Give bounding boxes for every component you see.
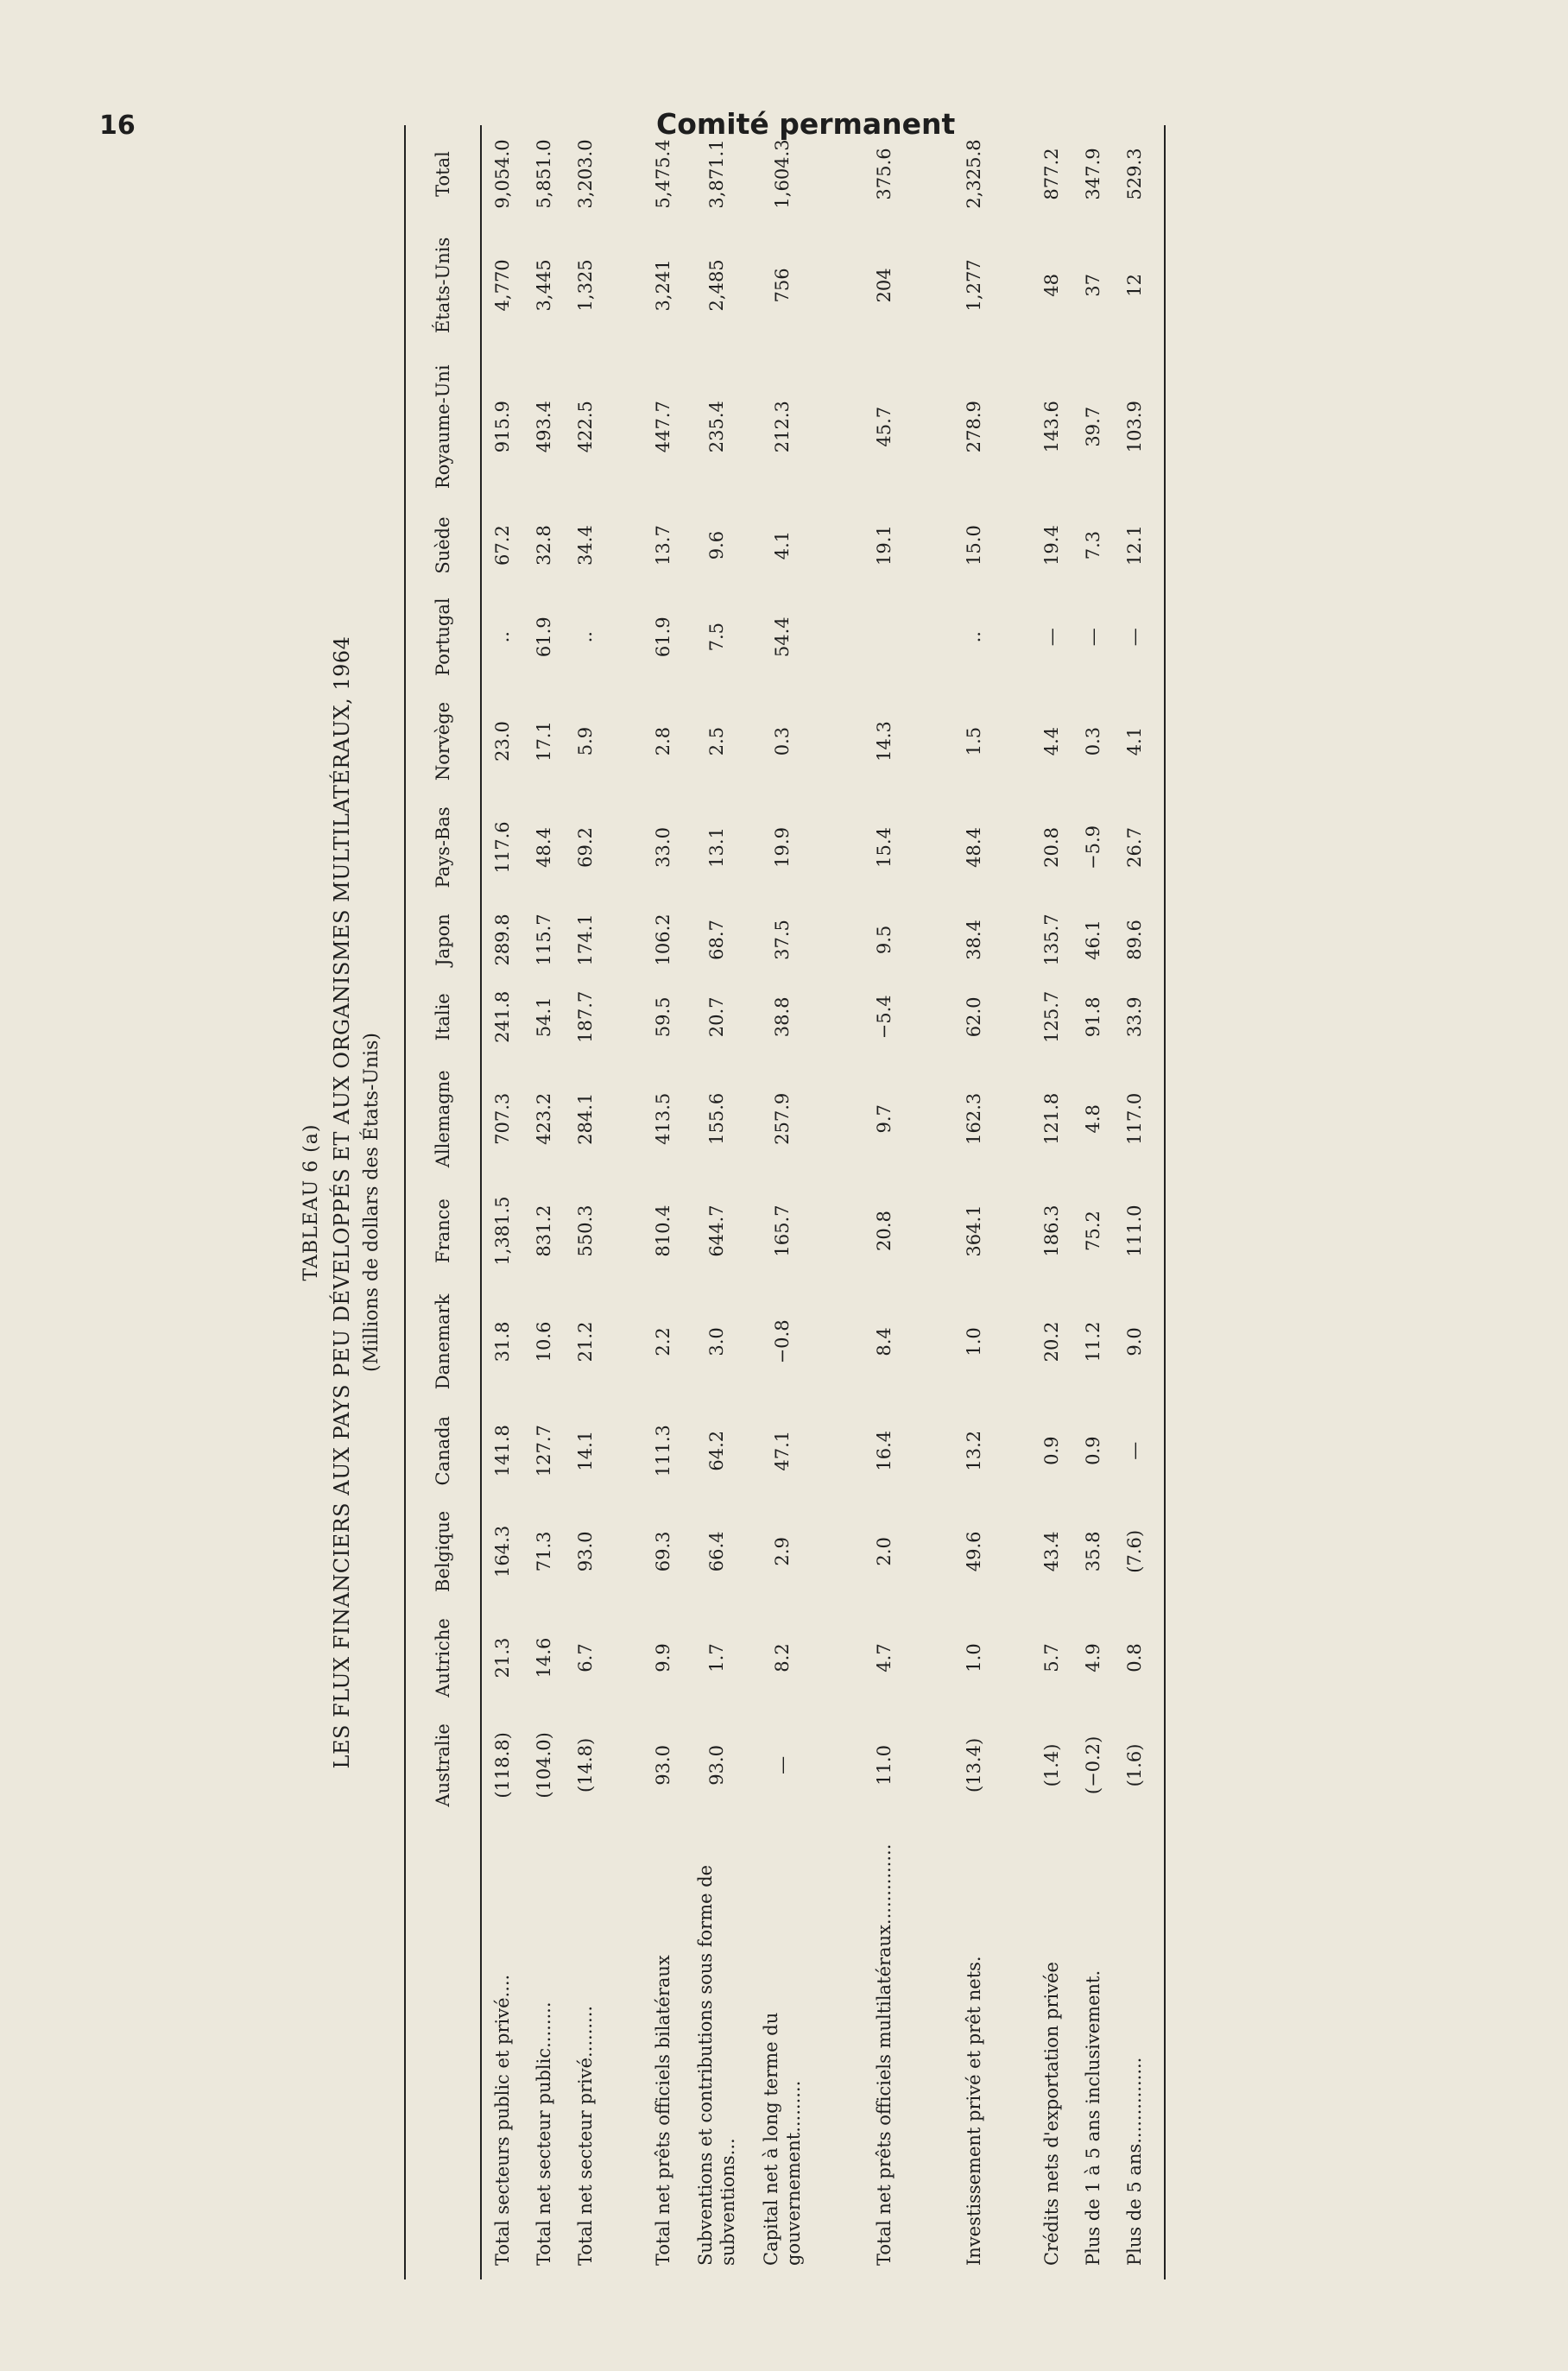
table-cell: 12.1 — [1114, 506, 1165, 585]
table-cell: 0.8 — [1114, 1605, 1165, 1710]
table-cell: 67.2 — [492, 525, 513, 566]
table-cell: — — [1114, 1404, 1165, 1498]
table-cell: 4.1 — [1114, 689, 1165, 793]
table-cell: 23.0 — [492, 721, 513, 762]
table-cell: 2,485 — [706, 259, 727, 312]
table-cell: .. — [575, 631, 596, 643]
table-cell: 186.3 — [1041, 1204, 1062, 1257]
table-cell: 32.8 — [534, 525, 554, 566]
column-header-suede: Suède — [405, 506, 481, 585]
table-cell: 155.6 — [706, 1092, 727, 1145]
table-cell: 9.5 — [874, 925, 895, 955]
table-cell: 20.2 — [1041, 1321, 1062, 1363]
table-cell: — — [1041, 628, 1062, 647]
row-label: Total net secteur privé......... — [575, 2005, 596, 2266]
table-cell: 15.4 — [874, 827, 895, 868]
table-cell: 117.6 — [492, 821, 513, 874]
table-cell: 62.0 — [964, 996, 984, 1038]
financial-flows-table — [404, 125, 1166, 2279]
column-header-france: France — [405, 1182, 481, 1280]
table-cell: 3.0 — [706, 1327, 727, 1356]
table-cell: 34.4 — [575, 525, 596, 566]
row-label: Subventions et contributions sous forme de subventions... — [695, 1864, 738, 2266]
row-label: Crédits nets d'exportation privée — [1041, 1962, 1062, 2266]
table-cell: — — [1114, 585, 1165, 688]
table-cell: 7.5 — [706, 623, 727, 652]
table-cell: 45.7 — [874, 406, 895, 447]
table-cell: 5.9 — [575, 726, 596, 756]
table-cell: 93.0 — [653, 1745, 673, 1786]
table-cell: 68.7 — [706, 920, 727, 960]
page-number: 16 — [99, 111, 136, 141]
table-number: TABLEAU 6 (a) — [300, 1123, 322, 1281]
table-cell: 69.3 — [653, 1531, 673, 1572]
table-cell: 212.3 — [772, 401, 793, 453]
table-cell: −0.8 — [772, 1319, 793, 1364]
table-cell: 125.7 — [1041, 990, 1062, 1043]
table-cell: 14.1 — [575, 1430, 596, 1471]
table-cell: 13.7 — [653, 525, 673, 566]
table-cell: 69.2 — [575, 827, 596, 868]
table-cell: 8.4 — [874, 1327, 895, 1356]
table-cell: 93.0 — [575, 1531, 596, 1572]
table-cell: 111.0 — [1114, 1182, 1165, 1280]
table-cell: 38.4 — [964, 920, 984, 960]
table-cell: 4.8 — [1083, 1104, 1103, 1134]
table-cell: 413.5 — [653, 1092, 673, 1145]
column-header-autriche: Autriche — [405, 1605, 481, 1710]
table-cell: 2.9 — [772, 1537, 793, 1566]
table-cell: 49.6 — [964, 1531, 984, 1572]
table-cell: 9.6 — [706, 530, 727, 560]
table-cell: 5,475.4 — [653, 139, 673, 209]
table-cell: 174.1 — [575, 914, 596, 966]
table-cell: 2.0 — [874, 1537, 895, 1566]
row-label: Plus de 1 à 5 ans inclusivement. — [1083, 1970, 1103, 2266]
table-cell: 0.9 — [1083, 1436, 1103, 1465]
table-row — [481, 125, 523, 2279]
column-header-danemark: Danemark — [405, 1280, 481, 1404]
table-cell: 14.6 — [534, 1637, 554, 1679]
table-caption — [300, 125, 390, 2279]
table-cell: .. — [492, 631, 513, 643]
table-cell: 1,277 — [964, 259, 984, 312]
table-cell: 2.5 — [706, 726, 727, 756]
table-row — [1072, 125, 1114, 2279]
table-cell: 19.4 — [1041, 525, 1062, 566]
table-cell: 241.8 — [492, 990, 513, 1043]
table-cell: 39.7 — [1083, 406, 1103, 447]
table-cell: (1.4) — [1041, 1743, 1062, 1787]
table-cell: 61.9 — [534, 616, 554, 658]
table-header-row — [405, 125, 481, 2279]
table-cell: 284.1 — [575, 1092, 596, 1145]
table-cell: 54.4 — [772, 616, 793, 658]
table-cell: 1.0 — [964, 1327, 984, 1356]
table-cell: 20.8 — [1041, 827, 1062, 868]
table-cell: 6.7 — [575, 1643, 596, 1672]
table-cell: 3,241 — [653, 259, 673, 312]
row-label: Capital net à long terme du gouvernement......... — [761, 2012, 804, 2266]
table-cell: 31.8 — [492, 1321, 513, 1363]
table-cell: 115.7 — [534, 914, 554, 966]
rotated-table-block — [102, 125, 1328, 2279]
table-cell: 19.9 — [772, 827, 793, 868]
table-body — [481, 125, 1165, 2279]
table-cell: 37.5 — [772, 920, 793, 960]
table-cell: 43.4 — [1041, 1531, 1062, 1572]
table-cell: 2.2 — [653, 1327, 673, 1356]
table-cell: 447.7 — [653, 401, 673, 453]
table-cell: 8.2 — [772, 1643, 793, 1672]
table-row — [815, 125, 917, 2279]
table-subtitle: (Millions de dollars des États-Unis) — [361, 1033, 383, 1372]
table-cell: 0.3 — [1083, 726, 1103, 756]
table-row — [606, 125, 684, 2279]
table-cell: 235.4 — [706, 401, 727, 453]
table-cell: 4.4 — [1041, 726, 1062, 756]
table-cell: 135.7 — [1041, 914, 1062, 966]
table-cell: 141.8 — [492, 1425, 513, 1477]
column-header-allemagne: Allemagne — [405, 1056, 481, 1183]
column-header-pays-bas: Pays-Bas — [405, 793, 481, 901]
table-cell: 1.0 — [964, 1643, 984, 1672]
column-header-norvege: Norvège — [405, 689, 481, 793]
table-cell: 20.8 — [874, 1211, 895, 1251]
table-cell: (−0.2) — [1083, 1736, 1103, 1795]
table-cell: (1.6) — [1114, 1710, 1165, 1820]
table-cell: 278.9 — [964, 401, 984, 453]
table-cell: (118.8) — [492, 1732, 513, 1799]
table-cell: 13.1 — [706, 827, 727, 868]
row-label: Total net prêts officiels bilatéraux — [653, 1955, 673, 2266]
table-cell: 21.3 — [492, 1637, 513, 1679]
table-cell: 187.7 — [575, 990, 596, 1043]
table-cell: 21.2 — [575, 1321, 596, 1363]
table-cell: 644.7 — [706, 1204, 727, 1257]
table-row — [749, 125, 815, 2279]
table-cell: 111.3 — [653, 1425, 673, 1477]
table-cell: 364.1 — [964, 1204, 984, 1257]
table-cell: .. — [964, 631, 984, 643]
table-cell: 71.3 — [534, 1531, 554, 1572]
table-cell: 3,871.1 — [706, 139, 727, 209]
table-cell: 11.2 — [1083, 1321, 1103, 1363]
table-cell: 9.0 — [1114, 1280, 1165, 1404]
table-cell: (13.4) — [964, 1737, 984, 1792]
row-label: Total secteurs public et privé.... — [492, 1974, 513, 2266]
row-label: Total net prêts officiels multilatéraux.............. — [874, 1843, 895, 2266]
table-cell: 204 — [874, 268, 895, 303]
table-cell: 46.1 — [1083, 920, 1103, 960]
table-cell: 38.8 — [772, 996, 793, 1038]
table-cell: 4,770 — [492, 259, 513, 312]
table-cell: 1.5 — [964, 726, 984, 756]
table-cell: 16.4 — [874, 1430, 895, 1471]
table-cell: 3,203.0 — [575, 139, 596, 209]
table-cell: 91.8 — [1083, 996, 1103, 1038]
table-cell: 15.0 — [964, 525, 984, 566]
table-cell: 13.2 — [964, 1430, 984, 1471]
row-label: Plus de 5 ans............... — [1114, 1820, 1165, 2279]
table-cell — [815, 585, 917, 688]
table-cell: 11.0 — [874, 1745, 895, 1786]
column-header-portugal: Portugal — [405, 585, 481, 688]
table-cell: 915.9 — [492, 401, 513, 453]
table-cell: 59.5 — [653, 996, 673, 1038]
table-cell: 121.8 — [1041, 1092, 1062, 1145]
table-cell: 26.7 — [1114, 793, 1165, 901]
table-cell: 165.7 — [772, 1204, 793, 1257]
table-title: LES FLUX FINANCIERS AUX PAYS PEU DÉVELOPPÉS ET AUX ORGANISMES MULTILATÉRAUX, 1964 — [330, 635, 354, 1769]
table-row — [995, 125, 1072, 2279]
table-cell: 10.6 — [534, 1321, 554, 1363]
table-cell: 289.8 — [492, 914, 513, 966]
table-cell: 756 — [772, 268, 793, 303]
table-cell: −5.4 — [874, 995, 895, 1040]
table-cell: 423.2 — [534, 1092, 554, 1145]
table-cell: 4.9 — [1083, 1643, 1103, 1672]
table-cell: 20.7 — [706, 996, 727, 1038]
table-cell: 75.2 — [1083, 1211, 1103, 1251]
table-row — [684, 125, 749, 2279]
table-cell: 0.3 — [772, 726, 793, 756]
table-cell: 810.4 — [653, 1204, 673, 1257]
table-cell: 37 — [1083, 274, 1103, 297]
table-cell: 33.9 — [1114, 978, 1165, 1055]
table-cell: 14.3 — [874, 721, 895, 762]
table-cell: — — [1083, 628, 1103, 647]
table-cell: (104.0) — [534, 1732, 554, 1799]
table-cell: 17.1 — [534, 721, 554, 762]
table-cell: 48.4 — [964, 827, 984, 868]
table-cell: 1,325 — [575, 259, 596, 312]
table-cell: 877.2 — [1041, 148, 1062, 200]
column-header-etats-unis: États-Unis — [405, 223, 481, 348]
table-cell: 48 — [1041, 274, 1062, 297]
table-cell: 33.0 — [653, 827, 673, 868]
table-cell: 550.3 — [575, 1204, 596, 1257]
table-cell: 93.0 — [706, 1745, 727, 1786]
table-cell: 1,381.5 — [492, 1196, 513, 1266]
table-cell: 162.3 — [964, 1092, 984, 1145]
table-cell: 2,325.8 — [964, 139, 984, 209]
table-cell: 5,851.0 — [534, 139, 554, 209]
table-cell: 12 — [1114, 223, 1165, 348]
table-cell: 7.3 — [1083, 530, 1103, 560]
table-cell: 47.1 — [772, 1430, 793, 1471]
table-cell: 48.4 — [534, 827, 554, 868]
table-cell: (14.8) — [575, 1737, 596, 1792]
table-cell: 422.5 — [575, 401, 596, 453]
table-cell: 9.7 — [874, 1104, 895, 1134]
running-title: Comité permanent — [656, 107, 956, 141]
table-cell: 9.9 — [653, 1643, 673, 1672]
table-row — [523, 125, 565, 2279]
table-cell: 35.8 — [1083, 1531, 1103, 1572]
column-header-royaume-uni: Royaume-Uni — [405, 348, 481, 506]
table-cell: 2.8 — [653, 726, 673, 756]
column-header-total: Total — [405, 125, 481, 223]
table-row — [917, 125, 995, 2279]
table-cell: 4.7 — [874, 1643, 895, 1672]
table-cell: 707.3 — [492, 1092, 513, 1145]
column-header-australie: Australie — [405, 1710, 481, 1820]
table-cell: 0.9 — [1041, 1436, 1062, 1465]
table-cell: 103.9 — [1114, 348, 1165, 506]
table-cell: 117.0 — [1114, 1056, 1165, 1183]
table-cell: 1.7 — [706, 1643, 727, 1672]
table-cell: 1,604.3 — [772, 139, 793, 209]
table-cell: 4.1 — [772, 530, 793, 560]
table-cell: (7.6) — [1114, 1498, 1165, 1606]
column-header-label — [405, 1820, 481, 2279]
table-cell: 64.2 — [706, 1430, 727, 1471]
column-header-belgique: Belgique — [405, 1498, 481, 1606]
table-cell: 19.1 — [874, 525, 895, 566]
table-cell: 164.3 — [492, 1525, 513, 1578]
table-cell: 9,054.0 — [492, 139, 513, 209]
table-cell: 89.6 — [1114, 901, 1165, 978]
table-cell: 54.1 — [534, 996, 554, 1038]
table-cell: 127.7 — [534, 1425, 554, 1477]
table-cell: 3,445 — [534, 259, 554, 312]
row-label: Total net secteur public........ — [534, 2001, 554, 2266]
table-cell: 257.9 — [772, 1092, 793, 1145]
column-header-italie: Italie — [405, 978, 481, 1055]
column-header-japon: Japon — [405, 901, 481, 978]
table-row — [1114, 125, 1165, 2279]
table-cell: 831.2 — [534, 1204, 554, 1257]
table-cell: 493.4 — [534, 401, 554, 453]
table-cell: −5.9 — [1083, 825, 1103, 869]
row-label: Investissement privé et prêt nets. — [964, 1956, 984, 2266]
table-cell: 347.9 — [1083, 148, 1103, 200]
table-cell: 375.6 — [874, 148, 895, 200]
table-row — [565, 125, 606, 2279]
table-cell: 5.7 — [1041, 1643, 1062, 1672]
table-cell: — — [772, 1755, 793, 1774]
table-cell: 61.9 — [653, 616, 673, 658]
table-cell: 106.2 — [653, 914, 673, 966]
table-cell: 143.6 — [1041, 401, 1062, 453]
column-header-canada: Canada — [405, 1404, 481, 1498]
table-cell: 529.3 — [1114, 125, 1165, 223]
table-cell: 66.4 — [706, 1531, 727, 1572]
